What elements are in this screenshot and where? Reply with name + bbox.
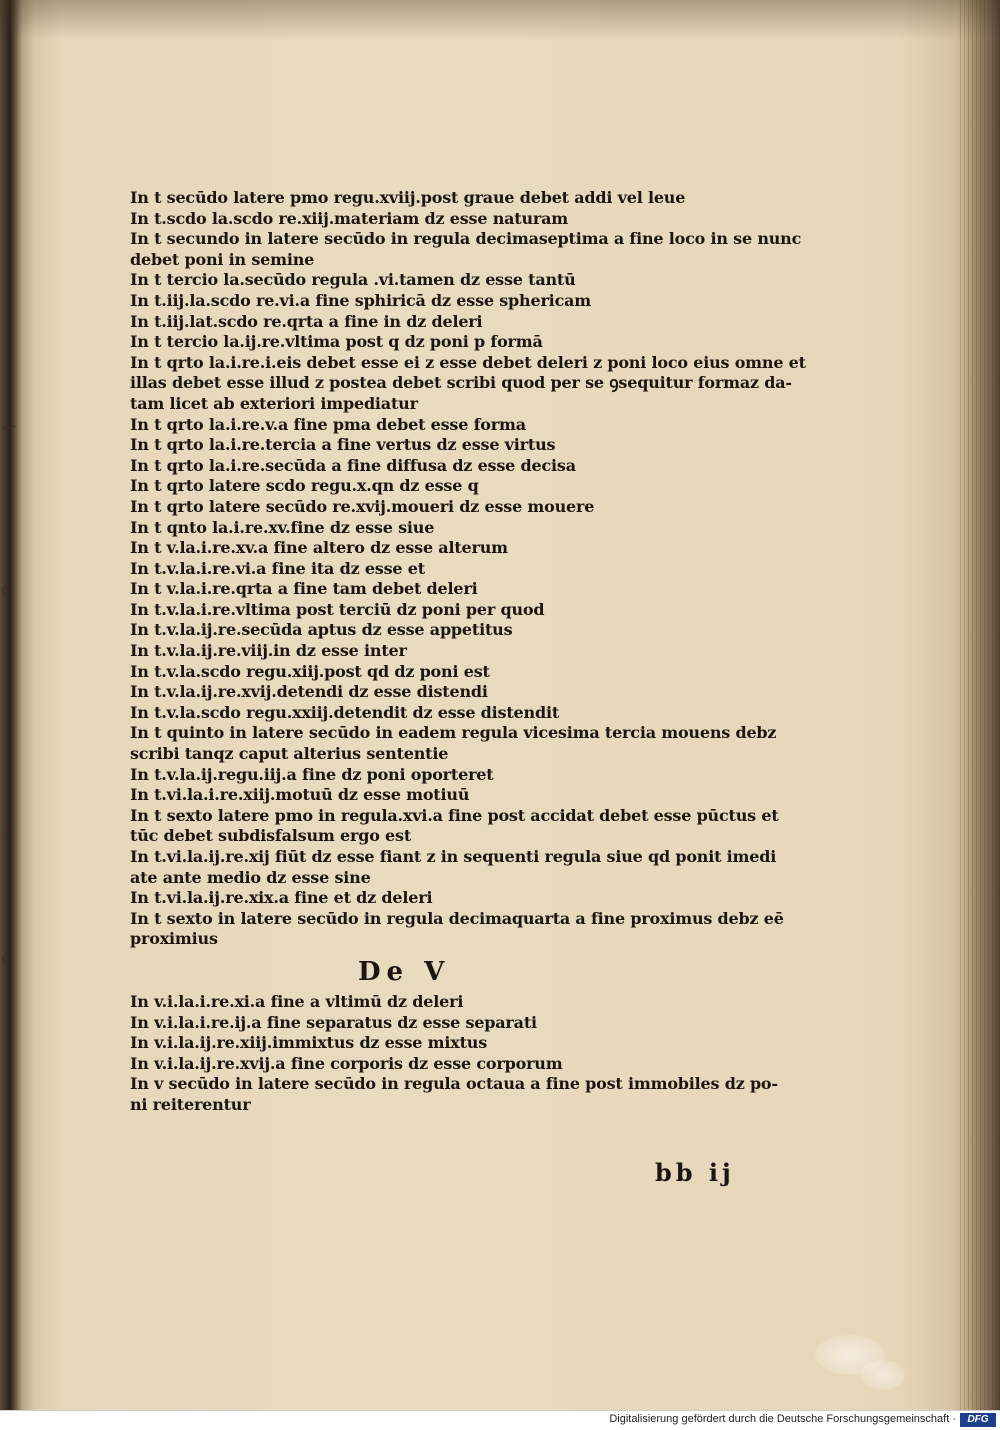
errata-line: In t qnto la.i.re.xv.fine dz esse siue [130,517,435,537]
errata-line: In t tercio la.ij.re.vltima post q dz poni p formā [130,332,543,352]
gutter-marginalia [0,0,30,1410]
errata-line: In t.iij.la.scdo re.vi.a fine sphiricā dz esse sphericam [130,290,592,310]
errata-line: In t qrto latere secūdo re.xvij.moueri dz esse mouere [130,496,595,516]
errata-line: In t secundo in latere secūdo in regula decimaseptima a fine loco in se nunc [130,229,802,249]
marginal-mark: ᶠ [0,955,7,972]
errata-line: In t.v.la.ij.regu.iij.a fine dz poni oporteret [130,764,494,784]
errata-line: In t.v.la.i.re.vi.a fine ita dz esse et [130,558,425,578]
errata-line: ate ante medio dz esse sine [130,867,371,887]
marginal-mark: ⁓ [0,418,18,437]
errata-line: In t secūdo latere pmo regu.xviij.post graue debet addi vel leue [130,188,686,207]
errata-line: ni reiterentur [130,1094,251,1114]
errata-line: In v.i.la.ij.re.xvij.a fine corporis dz esse corporum [130,1053,563,1073]
errata-line: tam licet ab exteriori impediatur [130,393,418,413]
errata-line: scribi tanqz caput alterius sententie [130,744,449,764]
errata-line: In t qrto la.i.re.tercia a fine vertus dz esse virtus [130,435,556,455]
errata-line: In t qrto la.i.re.v.a fine pma debet esse forma [130,414,526,434]
errata-line: In t qrto la.i.re.secūda a fine diffusa dz esse decisa [130,455,576,475]
errata-line: In t quinto in latere secūdo in eadem regula vicesima tercia mouens debz [130,723,777,743]
errata-line: In t v.la.i.re.qrta a fine tam debet deleri [130,579,478,599]
errata-line: In t.v.la.i.re.vltima post terciū dz poni per quod [130,599,545,619]
errata-line: In t tercio la.secūdo regula .vi.tamen dz esse tantū [130,270,576,290]
marginal-mark: ᶴ [0,585,7,602]
errata-line: In t qrto la.i.re.i.eis debet esse ei z esse debet deleri z poni loco eius omne et [130,352,806,372]
errata-line: In v secūdo in latere secūdo in regula octaua a fine post immobiles dz po- [130,1074,778,1094]
errata-line: In t.vi.la.ij.re.xij fiūt dz esse fiant z in sequenti regula siue qd ponit imedi [130,847,777,866]
errata-line: In t.vi.la.ij.re.xix.a fine et dz deleri [130,888,433,908]
errata-line: In t v.la.i.re.xv.a fine altero dz esse alterum [130,538,508,558]
errata-line: In t sexto in latere secūdo in regula decimaquarta a fine proximus debz eē [130,908,784,928]
errata-line: In t.v.la.ij.re.secūda aptus dz esse appetitus [130,620,513,640]
errata-entries-v [130,991,778,1116]
errata-line: In t.scdo la.scdo re.xiij.materiam dz esse naturam [130,208,569,228]
errata-line: tūc debet subdisfalsum ergo est [130,826,412,846]
errata-entries-t [130,188,806,950]
errata-line: In t.vi.la.i.re.xiij.motuū dz esse motiuū [130,785,470,805]
top-shadow [0,0,1000,40]
dfg-logo[interactable]: DFG [960,1413,996,1427]
errata-line: In t.v.la.scdo regu.xiij.post qd dz poni est [130,661,490,681]
errata-line: proximius [130,929,218,949]
errata-line: In t.v.la.ij.re.viij.in dz esse inter [130,641,407,661]
errata-line: In v.i.la.i.re.ij.a fine separatus dz esse separati [130,1012,537,1032]
errata-line: In t.iij.lat.scdo re.qrta a fine in dz deleri [130,311,483,331]
errata-line: In t.v.la.scdo regu.xxiij.detendit dz esse distendit [130,702,560,722]
errata-line: debet poni in semine [130,249,315,269]
errata-line: In t qrto latere scdo regu.x.qn dz esse q [130,476,479,496]
errata-text-block [130,188,806,1116]
errata-line: In v.i.la.i.re.xi.a fine a vltimū dz deleri [130,991,464,1011]
errata-line: In t.v.la.ij.re.xvij.detendi dz esse distendi [130,682,488,702]
marginal-mark: ⸝ [1,821,11,839]
errata-line: In t sexto latere pmo in regula.xvi.a fine post accidat debet esse pūctus et [130,805,779,825]
signature-mark: bb ij [655,1158,735,1187]
funding-notice: Digitalisierung gefördert durch die Deutsche Forschungsgemeinschaft · [609,1413,956,1425]
section-heading: De V [358,956,451,987]
book-page-edges [960,0,1000,1410]
errata-line: In v.i.la.ij.re.xiij.immixtus dz esse mixtus [130,1033,488,1053]
footer-bar [0,1410,1000,1430]
paper-stain [860,1360,905,1390]
errata-line: illas debet esse illud z postea debet scribi quod per se ꝯsequitur formaz da- [130,373,792,393]
